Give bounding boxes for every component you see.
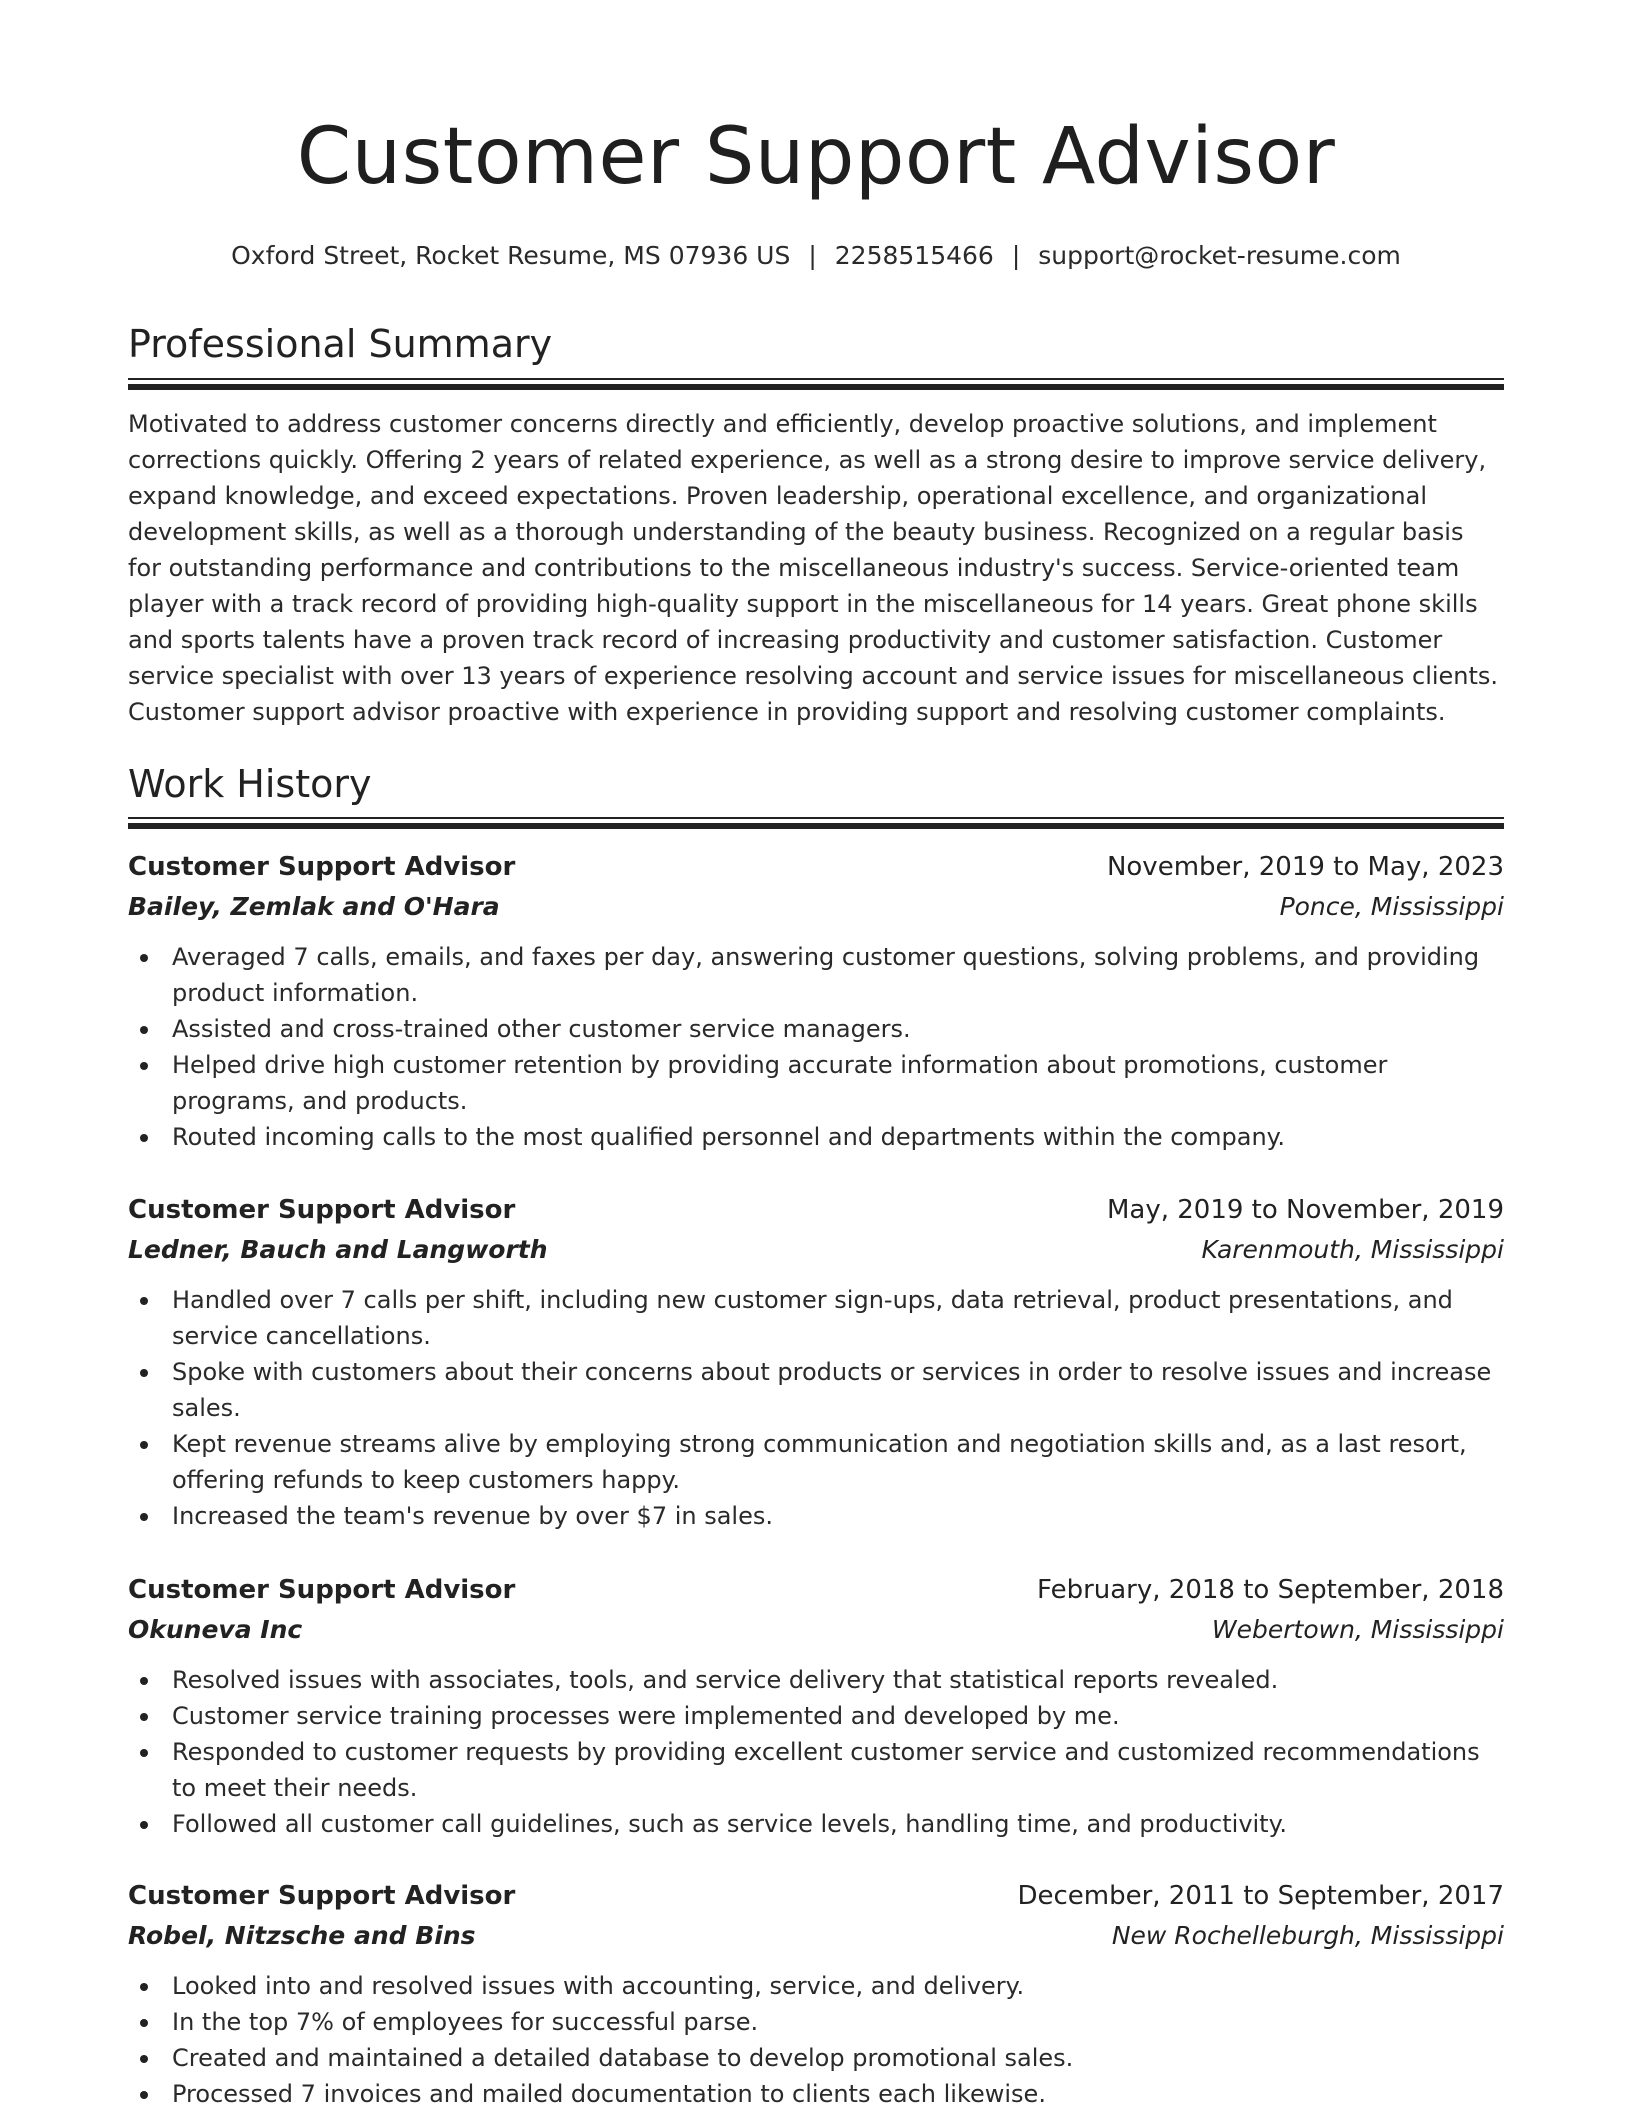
bullet-icon: [140, 1134, 148, 1142]
job-bullet: [128, 1011, 1504, 1047]
job-dates: November, 2019 to May, 2023: [1106, 852, 1504, 882]
section-title-work-history: Work History: [128, 762, 372, 806]
job-header-row: [128, 1570, 1504, 1610]
job-bullet-text: Kept revenue streams alive by employing strong communication and negotiation skills and, as a last resort, offering refunds to keep customers happy.: [172, 1430, 1467, 1494]
job-bullet: [128, 1498, 1504, 1534]
job-location: New Rochelleburgh, Mississippi: [1111, 1921, 1504, 1950]
contact-line: [128, 240, 1504, 272]
job-header-row: [128, 1190, 1504, 1230]
job-bullet-text: Handled over 7 calls per shift, including new customer sign-ups, data retrieval, product presentations, and service cancellations.: [172, 1286, 1453, 1350]
job-bullet: [128, 1734, 1504, 1806]
bullet-icon: [140, 1441, 148, 1449]
job-bullet-text: Looked into and resolved issues with accounting, service, and delivery.: [172, 1972, 1025, 2000]
job-bullet: [128, 1119, 1504, 1155]
job-bullet-list: [128, 1282, 1504, 1534]
bullet-icon: [140, 1062, 148, 1070]
job-header-row: [128, 847, 1504, 887]
job-bullet-text: Created and maintained a detailed database to develop promotional sales.: [172, 2044, 1074, 2072]
contact-email[interactable]: support@rocket-resume.com: [1038, 241, 1401, 270]
job-company-row: [128, 1916, 1504, 1956]
bullet-icon: [140, 2055, 148, 2063]
job-company-row: [128, 1230, 1504, 1270]
bullet-icon: [140, 2019, 148, 2027]
job-entry: [128, 1190, 1504, 1534]
job-bullet: [128, 1698, 1504, 1734]
contact-address: Oxford Street, Rocket Resume, MS 07936 US: [231, 241, 791, 270]
job-bullet: [128, 939, 1504, 1011]
bullet-icon: [140, 1677, 148, 1685]
summary-text: Motivated to address customer concerns directly and efficiently, develop proactive solutions, and implement corrections quickly. Offering 2 years of related experience, as well as a strong desire to improve service delivery, expand knowledge, and exceed expectations. Proven leadership, operational excellence, and organizational development skills, as well as a thorough understanding of the beauty business. Recognized on a regular basis for outstanding performance and contributions to the miscellaneous industry's success. Service-oriented team player with a track record of providing high-quality support in the miscellaneous for 14 years. Great phone skills and sports talents have a proven track record of increasing productivity and customer satisfaction. Customer service specialist with over 13 years of experience resolving account and service issues for miscellaneous clients. Customer support advisor proactive with experience in providing support and resolving customer complaints.: [128, 410, 1499, 726]
bullet-icon: [140, 1369, 148, 1377]
job-company: Ledner, Bauch and Langworth: [128, 1235, 548, 1264]
contact-separator: |: [808, 241, 817, 270]
job-company: Bailey, Zemlak and O'Hara: [128, 892, 500, 921]
job-company: Robel, Nitzsche and Bins: [128, 1921, 476, 1950]
contact-separator: |: [1011, 241, 1021, 270]
job-entry: [128, 1570, 1504, 1842]
bullet-icon: [140, 1749, 148, 1757]
section-title-professional-summary: Professional Summary: [128, 322, 553, 366]
job-bullet-text: Helped drive high customer retention by providing accurate information about promotions, customer programs, and products.: [172, 1051, 1388, 1115]
job-dates: February, 2018 to September, 2018: [1037, 1575, 1504, 1605]
job-bullet: [128, 1047, 1504, 1119]
divider-thin-line: [128, 378, 1504, 380]
bullet-icon: [140, 1026, 148, 1034]
section-divider: [128, 378, 1504, 390]
bullet-icon: [140, 1821, 148, 1829]
job-title: Customer Support Advisor: [128, 1195, 516, 1225]
job-location: Ponce, Mississippi: [1279, 892, 1504, 921]
job-bullet-list: [128, 1662, 1504, 1842]
job-header-row: [128, 1876, 1504, 1916]
job-company-row: [128, 887, 1504, 927]
bullet-icon: [140, 1713, 148, 1721]
job-bullet: [128, 1968, 1504, 2004]
job-bullet: [128, 1662, 1504, 1698]
job-title: Customer Support Advisor: [128, 1575, 516, 1605]
job-bullet-text: Assisted and cross-trained other customer service managers.: [172, 1015, 911, 1043]
job-dates: May, 2019 to November, 2019: [1106, 1195, 1504, 1225]
job-bullet-text: Increased the team's revenue by over $7 in sales.: [172, 1502, 773, 1530]
job-dates: December, 2011 to September, 2017: [1017, 1881, 1504, 1911]
bullet-icon: [140, 954, 148, 962]
divider-thick-line: [128, 823, 1504, 829]
job-company: Okuneva Inc: [128, 1615, 303, 1644]
job-bullet-text: Responded to customer requests by providing excellent customer service and customized recommendations to meet their needs.: [172, 1738, 1480, 1802]
job-bullet-text: Routed incoming calls to the most qualified personnel and departments within the company.: [172, 1123, 1286, 1151]
job-bullet: [128, 2040, 1504, 2076]
job-bullet: [128, 1806, 1504, 1842]
job-bullet: [128, 1426, 1504, 1498]
job-bullet: [128, 1354, 1504, 1426]
job-title: Customer Support Advisor: [128, 1881, 516, 1911]
bullet-icon: [140, 1297, 148, 1305]
job-bullet-text: Spoke with customers about their concerns about products or services in order to resolve issues and increase sales.: [172, 1358, 1492, 1422]
bullet-icon: [140, 2091, 148, 2099]
job-bullet-text: Averaged 7 calls, emails, and faxes per day, answering customer questions, solving problems, and providing product information.: [172, 943, 1480, 1007]
job-location: Webertown, Mississippi: [1211, 1615, 1504, 1644]
job-bullet-list: [128, 939, 1504, 1155]
divider-thick-line: [128, 384, 1504, 390]
bullet-icon: [140, 1983, 148, 1991]
job-bullet: [128, 2004, 1504, 2040]
job-bullet-text: Resolved issues with associates, tools, and service delivery that statistical reports revealed.: [172, 1666, 1279, 1694]
section-divider: [128, 817, 1504, 829]
job-bullet-text: Processed 7 invoices and mailed documentation to clients each likewise.: [172, 2080, 1046, 2108]
job-entry: [128, 847, 1504, 1155]
job-bullet-text: Followed all customer call guidelines, such as service levels, handling time, and productivity.: [172, 1810, 1288, 1838]
job-bullet: [128, 2076, 1504, 2112]
job-bullet-list: [128, 1968, 1504, 2112]
resume-name: Customer Support Advisor: [296, 112, 1336, 202]
job-bullet: [128, 1282, 1504, 1354]
job-bullet-text: Customer service training processes were implemented and developed by me.: [172, 1702, 1120, 1730]
bullet-icon: [140, 1513, 148, 1521]
divider-thin-line: [128, 817, 1504, 819]
job-entry: [128, 1876, 1504, 2112]
job-bullet-text: In the top 7% of employees for successful parse.: [172, 2008, 759, 2036]
job-title: Customer Support Advisor: [128, 852, 516, 882]
job-company-row: [128, 1610, 1504, 1650]
job-location: Karenmouth, Mississippi: [1201, 1235, 1504, 1264]
contact-phone[interactable]: 2258515466: [834, 241, 994, 270]
